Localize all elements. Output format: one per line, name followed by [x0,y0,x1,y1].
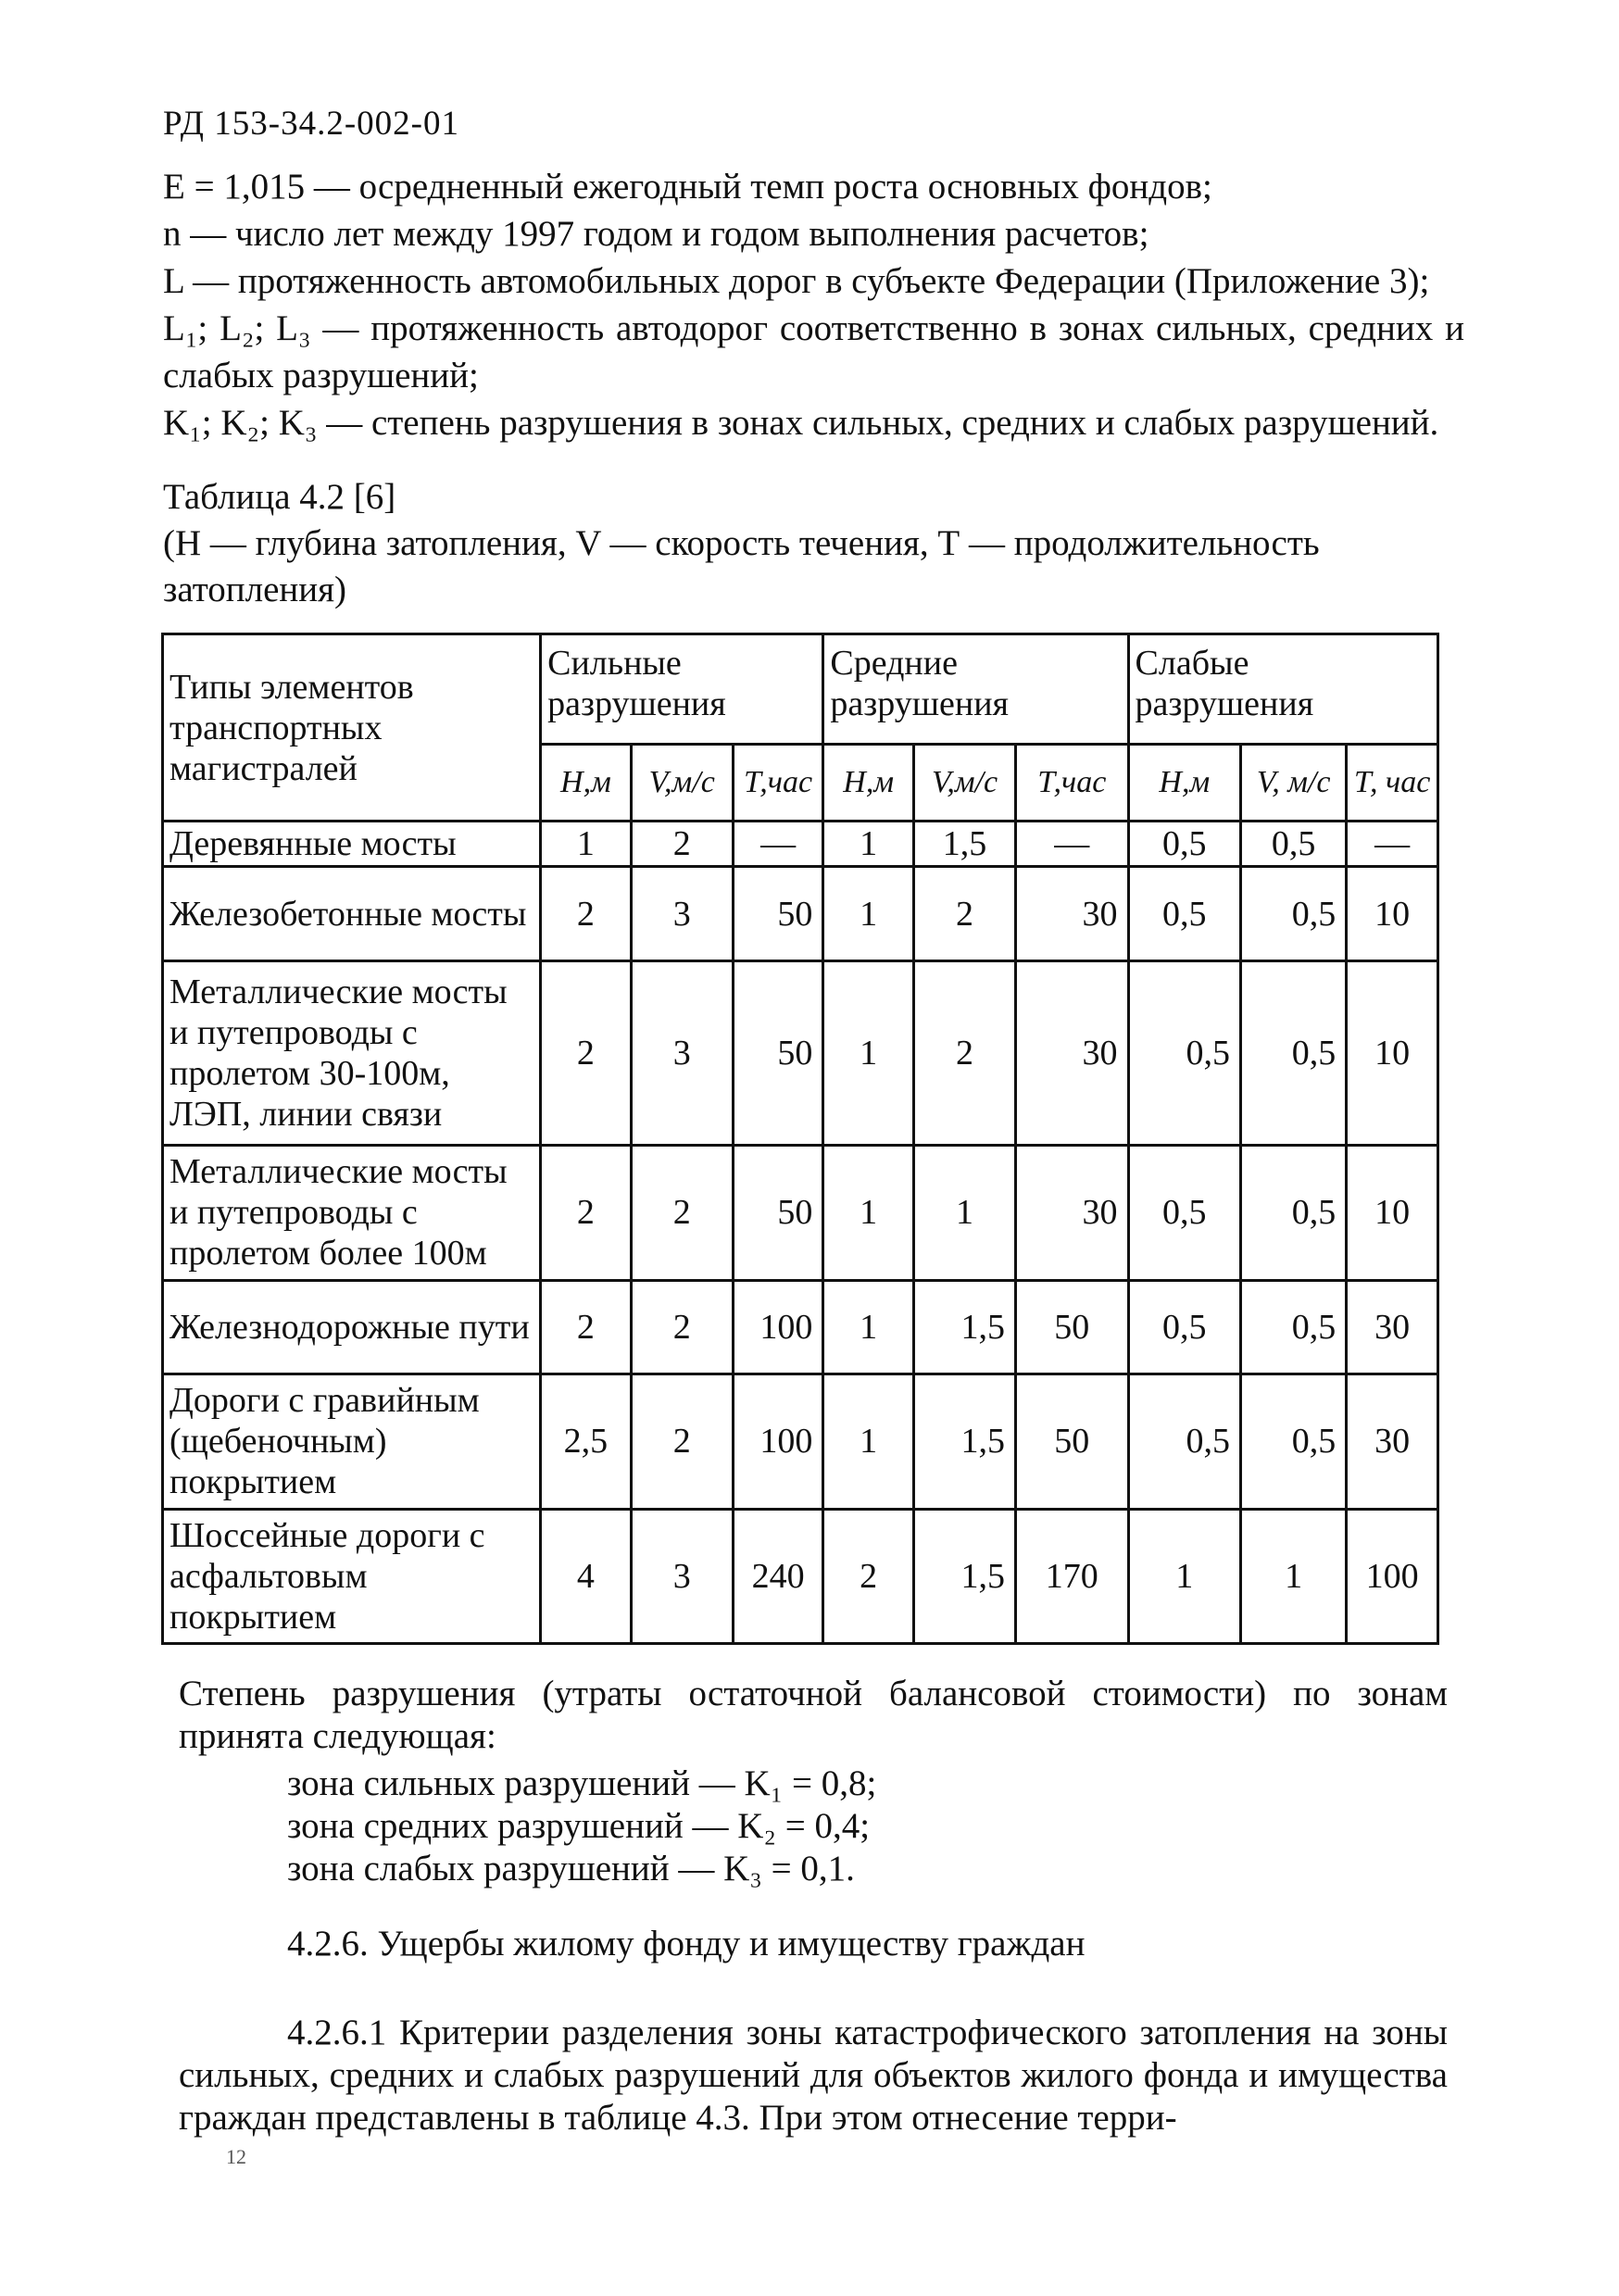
cell-value: 30 [1347,1280,1438,1374]
cell-value: 100 [733,1374,823,1509]
cell-value: 0,5 [1241,822,1347,867]
table-row [163,1509,1438,1643]
table-row [163,1146,1438,1280]
cell-value: 2 [631,1280,733,1374]
cell-value: 1,5 [913,1374,1015,1509]
cell-value: 30 [1016,960,1128,1145]
table-title: Таблица 4.2 [6] [163,477,396,517]
group-header-strong: Сильные разрушения [541,634,823,745]
cell-value: 50 [1016,1374,1128,1509]
section-heading: 4.2.6. Ущербы жилому фонду и имуществу граждан [287,1924,1086,1964]
cell-value: 3 [631,867,733,961]
cell-value: 2,5 [541,1374,632,1509]
row-type: Металлические мосты и путепроводы с пролетом более 100м [163,1146,541,1280]
group-header-medium: Средние разрушения [823,634,1128,745]
cell-value: 1 [913,1146,1015,1280]
cell-value: 0,5 [1128,867,1240,961]
cell-value: 2 [631,1374,733,1509]
cell-value: 2 [913,867,1015,961]
cell-value: 0,5 [1128,1146,1240,1280]
table-row [163,822,1438,867]
page-number: 12 [226,2145,246,2168]
cell-value: 10 [1347,867,1438,961]
zone-strong: зона сильных разрушений — K₁ = 0,8; [287,1763,877,1803]
cell-value: 30 [1016,1146,1128,1280]
definition-k-zones: K₁; K₂; K₃ — степень разрушения в зонах сильных, средних и слабых разрушений. [163,403,1439,443]
definition-l-zones: L₁; L₂; L₃ — протяженность автодорог соответственно в зонах сильных, средних и слабых разрушений; [163,308,1464,395]
row-type: Деревянные мосты [163,822,541,867]
cell-value: 50 [733,1146,823,1280]
type-column-header: Типы элементов транспортных магистралей [163,634,541,822]
sub-header-t: Т,час [1016,745,1128,822]
sub-header-t: Т,час [733,745,823,822]
paragraph-text: 4.2.6.1 Критерии разделения зоны катастрофического затопления на зоны сильных, средних и слабых разрушений для объектов жилого фонда и имущества граждан представлены в таблице 4.3. При этом отнесение терри- [179,2013,1448,2138]
row-type: Металлические мосты и путепроводы с пролетом 30-100м, ЛЭП, линии связи [163,960,541,1145]
cell-value: 1 [823,960,914,1145]
definition-e: E = 1,015 — осредненный ежегодный темп роста основных фондов; [163,167,1212,207]
sub-header-v: V,м/с [631,745,733,822]
cell-value: 1,5 [913,1509,1015,1643]
cell-value: 0,5 [1128,1280,1240,1374]
sub-header-v: V,м/с [913,745,1015,822]
cell-value: — [733,822,823,867]
table-note: (Н — глубина затопления, V — скорость течения, Т — продолжительность затопления) [163,523,1320,609]
cell-value: 1,5 [913,1280,1015,1374]
cell-value: 2 [823,1509,914,1643]
definition-n: n — число лет между 1997 годом и годом выполнения расчетов; [163,214,1149,254]
damage-degree-text: Степень разрушения (утраты остаточной балансовой стоимости) по зонам принята следующая: [179,1674,1448,1756]
cell-value: 1 [1241,1509,1347,1643]
cell-value: 10 [1347,960,1438,1145]
cell-value: 2 [541,960,632,1145]
row-type: Железнодорожные пути [163,1280,541,1374]
cell-value: 100 [733,1280,823,1374]
cell-value: 1 [823,822,914,867]
cell-value: 4 [541,1509,632,1643]
cell-value: 2 [541,1146,632,1280]
cell-value: 30 [1016,867,1128,961]
cell-value: 50 [1016,1280,1128,1374]
cell-value: — [1347,822,1438,867]
cell-value: 1,5 [913,822,1015,867]
cell-value: 240 [733,1509,823,1643]
zone-coefficients [287,1763,876,1890]
cell-value: 1 [1128,1509,1240,1643]
cell-value: 170 [1016,1509,1128,1643]
row-type: Шоссейные дороги с асфальтовым покрытием [163,1509,541,1643]
cell-value: 10 [1347,1146,1438,1280]
table-row [163,1280,1438,1374]
cell-value: 1 [823,1374,914,1509]
table-row [163,960,1438,1145]
sub-header-h: Н,м [541,745,632,822]
cell-value: — [1016,822,1128,867]
document-code: РД 153-34.2-002-01 [163,105,459,143]
definition-l: L — протяженность автомобильных дорог в субъекте Федерации (Приложение 3); [163,261,1430,301]
cell-value: 1 [823,1146,914,1280]
cell-value: 3 [631,960,733,1145]
table-caption [163,474,1464,613]
sub-header-h: Н,м [823,745,914,822]
cell-value: 0,5 [1128,960,1240,1145]
cell-value: 2 [541,867,632,961]
cell-value: 0,5 [1241,960,1347,1145]
cell-value: 50 [733,960,823,1145]
cell-value: 2 [631,1146,733,1280]
section-paragraph [179,2012,1448,2139]
cell-value: 1 [823,867,914,961]
row-type: Железобетонные мосты [163,867,541,961]
cell-value: 1 [823,1280,914,1374]
cell-value: 1 [541,822,632,867]
zone-weak: зона слабых разрушений — K₃ = 0,1. [287,1849,855,1888]
cell-value: 0,5 [1241,1374,1347,1509]
sub-header-t: Т, час [1347,745,1438,822]
cell-value: 50 [733,867,823,961]
cell-value: 0,5 [1241,867,1347,961]
table-row [163,1374,1438,1509]
cell-value: 100 [1347,1509,1438,1643]
cell-value: 0,5 [1241,1280,1347,1374]
row-type: Дороги с гравийным (щебеночным) покрытием [163,1374,541,1509]
damage-degree-intro [179,1673,1448,1758]
cell-value: 0,5 [1241,1146,1347,1280]
sub-header-v: V, м/с [1241,745,1347,822]
cell-value: 30 [1347,1374,1438,1509]
cell-value: 3 [631,1509,733,1643]
group-header-weak: Слабые разрушения [1128,634,1437,745]
cell-value: 2 [913,960,1015,1145]
sub-header-h: Н,м [1128,745,1240,822]
definitions-block [163,163,1464,446]
cell-value: 0,5 [1128,1374,1240,1509]
flood-criteria-table [161,633,1439,1645]
cell-value: 0,5 [1128,822,1240,867]
zone-medium: зона средних разрушений — K₂ = 0,4; [287,1806,871,1846]
table-row [163,867,1438,961]
cell-value: 2 [631,822,733,867]
cell-value: 2 [541,1280,632,1374]
